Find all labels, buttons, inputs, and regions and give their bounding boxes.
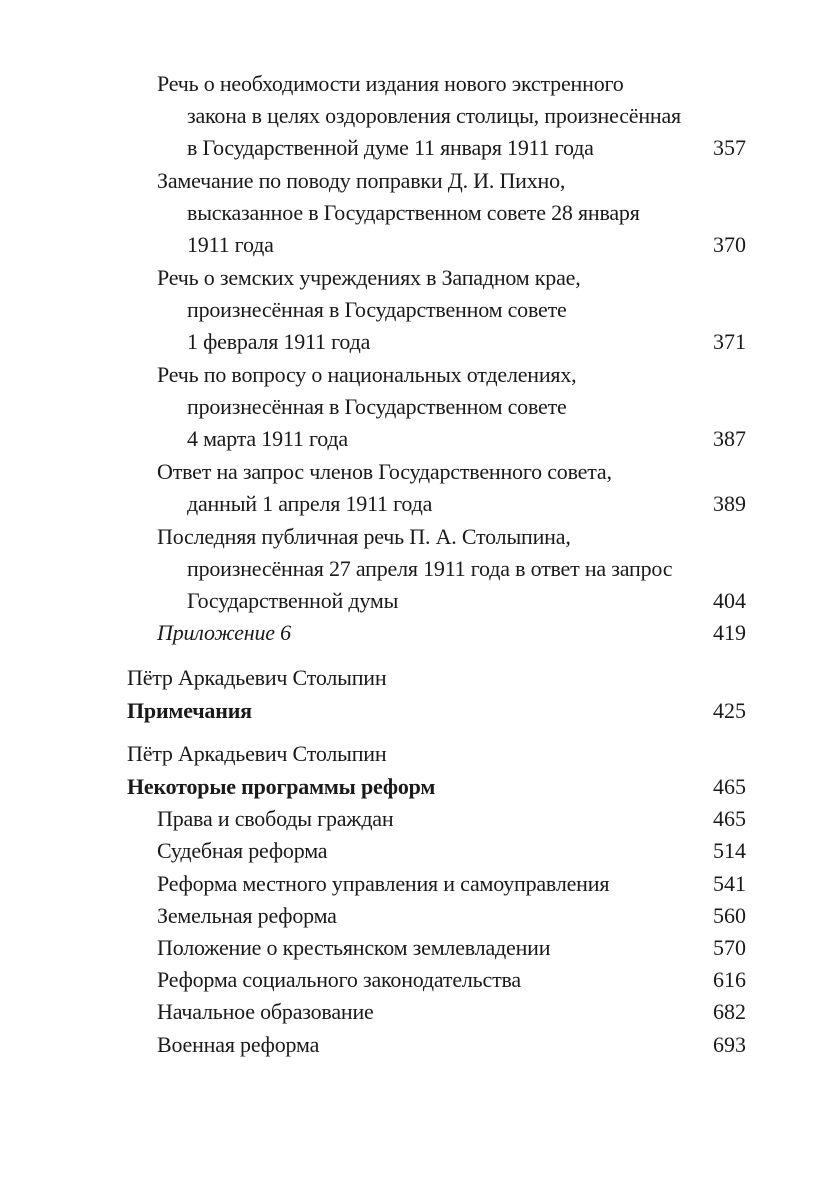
toc-entry-line: произнесённая в Государственном совете [187, 394, 567, 419]
toc-page-number: 370 [713, 232, 746, 257]
toc-page-number: 389 [713, 491, 746, 516]
toc-entry-line: данный 1 апреля 1911 года [187, 491, 433, 516]
reform-item: Реформа социального законодательства [157, 967, 521, 992]
toc-page-number: 682 [713, 999, 746, 1024]
reform-item: Военная реформа [157, 1032, 320, 1057]
toc-entry-line: закона в целях оздоровления столицы, произнесённая [187, 103, 681, 128]
toc-entry-line: 1 февраля 1911 года [187, 329, 371, 354]
section-title: Примечания [127, 698, 252, 723]
toc-appendix-label: Приложение 6 [157, 620, 291, 645]
toc-page-number: 570 [713, 935, 746, 960]
reform-item: Реформа местного управления и самоуправления [157, 871, 610, 896]
toc-page-number: 419 [713, 620, 746, 645]
section-title: Некоторые программы реформ [127, 774, 436, 799]
toc-entry-line: 1911 года [187, 232, 274, 257]
toc-page-number: 693 [713, 1032, 746, 1057]
toc-entry-line: 4 марта 1911 года [187, 426, 348, 451]
toc-entry-line: Замечание по поводу поправки Д. И. Пихно, [157, 168, 566, 193]
toc-page-number: 465 [713, 806, 746, 831]
toc-page-number: 560 [713, 903, 746, 928]
reform-item: Судебная реформа [157, 838, 328, 863]
toc-entry-line: Государственной думы [187, 588, 399, 613]
toc-entry-line: Речь о необходимости издания нового экстренного [157, 71, 624, 96]
reform-item: Положение о крестьянском землевладении [157, 935, 551, 960]
toc-page-number: 357 [713, 135, 746, 160]
reform-item: Начальное образование [157, 999, 374, 1024]
toc-entry-line: Речь по вопросу о национальных отделениях, [157, 362, 577, 387]
toc-page-number: 465 [713, 774, 746, 799]
section-author: Пётр Аркадьевич Столыпин [127, 665, 387, 690]
toc-page-number: 404 [713, 588, 746, 613]
toc-entry-line: произнесённая 27 апреля 1911 года в ответ на запрос [187, 556, 673, 581]
toc-entry-line: в Государственной думе 11 января 1911 года [187, 135, 594, 160]
toc-entry-line: Последняя публичная речь П. А. Столыпина, [157, 524, 571, 549]
toc-page-number: 616 [713, 967, 746, 992]
section-author: Пётр Аркадьевич Столыпин [127, 741, 387, 766]
toc-entry-line: Речь о земских учреждениях в Западном крае, [157, 265, 581, 290]
toc-page-number: 371 [713, 329, 746, 354]
toc-page-number: 541 [713, 871, 746, 896]
toc-entry-line: произнесённая в Государственном совете [187, 297, 567, 322]
reform-item: Земельная реформа [157, 903, 337, 928]
toc-page-number: 387 [713, 426, 746, 451]
toc-page-number: 514 [713, 838, 746, 863]
reform-item: Права и свободы граждан [157, 806, 394, 831]
toc-entry-line: высказанное в Государственном совете 28 января [187, 200, 640, 225]
toc-page-number: 425 [713, 698, 746, 723]
toc-entry-line: Ответ на запрос членов Государственного совета, [157, 459, 612, 484]
